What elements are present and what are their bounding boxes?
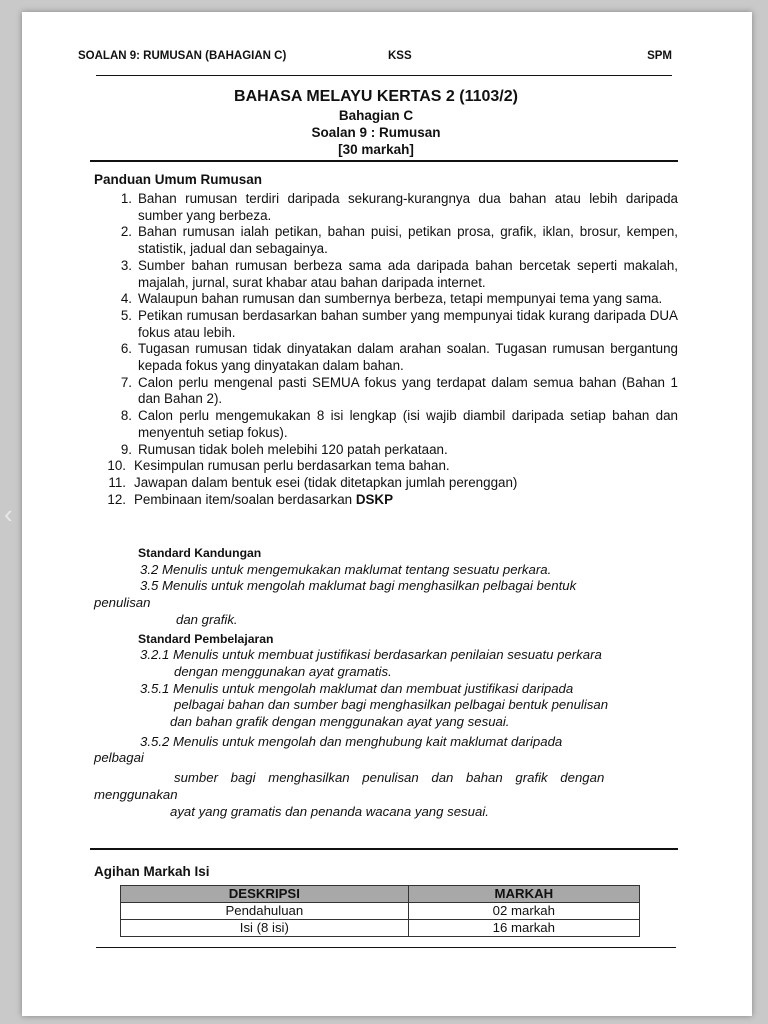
table-row [121,903,640,920]
list-item: 5. Petikan rumusan berdasarkan bahan sumber yang mempunyai tidak kurang daripada DUA fokus atau lebih. [120,307,678,340]
list-item: 6. Tugasan rumusan tidak dinyatakan dalam arahan soalan. Tugasan rumusan bergantung kepada fokus yang dinyatakan dalam bahan. [120,341,678,374]
standard-line: penulisan [94,595,151,611]
list-item: 11. Jawapan dalam bentuk esei (tidak ditetapkan jumlah perenggan) [108,474,518,490]
standard-line: 3.5 Menulis untuk mengolah maklumat bagi menghasilkan pelbagai bentuk [140,578,577,594]
list-item: 4. Walaupun bahan rumusan dan sumbernya berbeza, tetapi mempunyai tema yang sama. [120,291,663,307]
standard-line: dan bahan grafik dengan menggunakan ayat yang sesuai. [170,714,510,730]
standard-line: menggunakan [94,786,178,802]
column-header: MARKAH [408,886,639,903]
list-item: 3. Sumber bahan rumusan berbeza sama ada daripada bahan bercetak seperti makalah, majalah, jurnal, surat khabar atau bahan daripada internet. [120,257,678,290]
standard-line: dan grafik. [176,611,238,627]
standard-kandungan-heading: Standard Kandungan [138,546,262,560]
marks-table [120,885,640,937]
question-title: Soalan 9 : Rumusan [311,125,441,140]
list-item: 8. Calon perlu mengemukakan 8 isi lengkap (isi wajib diambil daripada setiap bahan dan menyentuh setiap fokus). [120,408,678,440]
header-left: SOALAN 9: RUMUSAN (BAHAGIAN C) [78,50,287,62]
list-item: 12. Pembinaan item/soalan berdasarkan DSKP [107,491,394,507]
guide-heading: Panduan Umum Rumusan [94,172,263,187]
footer-rule [96,947,676,948]
table-cell: 02 markah [408,903,639,920]
table-cell: Pendahuluan [121,903,409,920]
title-block [70,87,682,158]
header-middle: KSS [388,50,412,62]
title-rule [90,160,678,162]
standard-line: 3.2.1 Menulis untuk membuat justifikasi berdasarkan penilaian sesuatu perkara [140,647,602,663]
paper-title: BAHASA MELAYU KERTAS 2 (1103/2) [234,88,518,105]
table-cell: 16 markah [408,920,639,937]
marks-heading: Agihan Markah Isi [94,864,210,879]
standard-line: 3.2 Menulis untuk mengemukakan maklumat tentang sesuatu perkara. [140,561,552,577]
list-item: 10. Kesimpulan rumusan perlu berdasarkan tema bahan. [107,458,450,474]
table-cell: Isi (8 isi) [121,920,409,937]
standard-line: ayat yang gramatis dan penanda wacana yang sesuai. [170,803,489,819]
standard-line: pelbagai [94,750,144,766]
column-header: DESKRIPSI [121,886,409,903]
standard-line: pelbagai bahan dan sumber bagi menghasilkan pelbagai bentuk penulisan [174,697,609,713]
standard-line: sumber bagi menghasilkan penulisan dan bahan grafik dengan [174,770,605,786]
header-rule [96,75,672,76]
table-row [121,920,640,937]
list-item: 7. Calon perlu mengenal pasti SEMUA fokus yang terdapat dalam semua bahan (Bahan 1 dan Bahan 2). [120,374,678,407]
standard-pembelajaran-heading: Standard Pembelajaran [138,631,274,646]
standard-line: dengan menggunakan ayat gramatis. [174,663,392,679]
standard-line: 3.5.2 Menulis untuk mengolah dan menghubung kait maklumat daripada [140,733,563,749]
list-item: 2. Bahan rumusan ialah petikan, bahan puisi, petikan prosa, grafik, iklan, brosur, kempen, statistik, jadual dan sebagainya. [120,224,678,257]
list-item: 9. Rumusan tidak boleh melebihi 120 patah perkataan. [120,441,448,457]
chevron-left-icon[interactable]: ‹ [4,499,13,529]
section-title: Bahagian C [338,108,414,123]
header-right: SPM [647,50,672,62]
standards-section [94,545,678,820]
running-header [78,50,672,66]
guide-list [94,191,678,508]
table-header-row [121,886,640,903]
standard-line: 3.5.1 Menulis untuk mengolah maklumat dan membuat justifikasi daripada [140,680,574,696]
list-item: 1. Bahan rumusan terdiri daripada sekurang-kurangnya dua bahan atau lebih daripada sumber yang berbeza. [120,191,678,223]
section-rule [90,848,678,850]
marks-title: [30 markah] [338,142,414,157]
